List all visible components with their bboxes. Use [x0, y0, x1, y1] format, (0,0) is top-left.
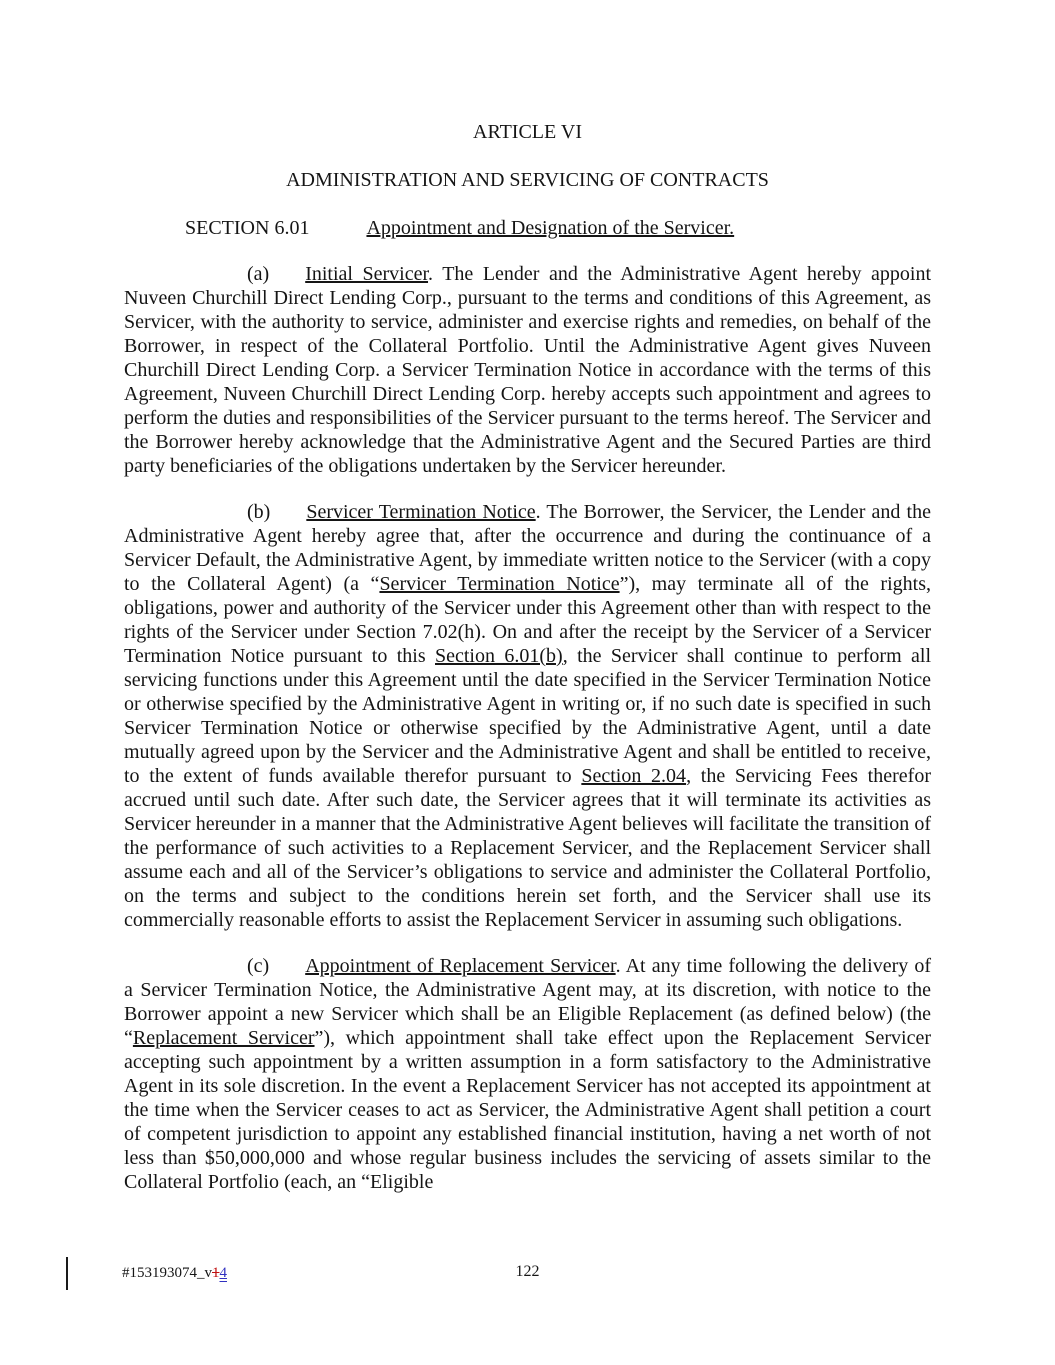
- document-body: [124, 120, 931, 1194]
- article-heading: ARTICLE VI: [473, 121, 582, 143]
- paragraph-text: , the Servicing Fees therefor accrued until such date. After such date, the Servicer agrees that it will terminate its activities as Servicer hereunder in a manner that the Administrative Agent believes will facilitate the transition of the performance of such activities to a Replacement Servicer, and the Replacement Servicer shall assume each and all of the Servicer’s obligations to service and administer the Collateral Portfolio, on the terms and subject to the conditions herein set forth, and the Servicer shall use its commercially reasonable efforts to assist the Replacement Servicer in assuming such obligations.: [124, 765, 931, 931]
- page-number: 122: [515, 1263, 540, 1280]
- defined-term: Servicer Termination Notice: [379, 573, 620, 595]
- paragraph-text: . The Lender and the Administrative Agent hereby appoint Nuveen Churchill Direct Lending Corp., pursuant to the terms and conditions of this Agreement, as Servicer, with the authority to service, administer and exercise rights and remedies, on behalf of the Borrower, in respect of the Collateral Portfolio. Until the Administrative Agent gives Nuveen Churchill Direct Lending Corp. a Servicer Termination Notice in accordance with the terms of this Agreement, Nuveen Churchill Direct Lending Corp. hereby accepts such appointment and agrees to perform the duties and responsibilities of the Servicer pursuant to the terms hereof. The Servicer and the Borrower hereby acknowledge that the Administrative Agent and the Secured Parties are third party beneficiaries of the obligations undertaken by the Servicer hereunder.: [124, 263, 931, 477]
- paragraph-label: (a): [247, 263, 270, 285]
- section-label: SECTION 6.01: [185, 217, 310, 239]
- section-heading: [124, 216, 931, 240]
- defined-term-heading: Servicer Termination Notice: [306, 501, 536, 523]
- paragraph-label: (c): [247, 955, 270, 977]
- deleted-version-text: 1: [212, 1265, 220, 1281]
- paragraph-b: [124, 500, 931, 932]
- section-cross-reference: Section 2.04: [581, 765, 687, 787]
- defined-term-heading: Appointment of Replacement Servicer: [305, 955, 616, 977]
- paragraph-text: . At any time following the delivery of a Servicer Termination Notice, the Administrative Agent may, at its discretion, with notice to the Borrower appoint a new Servicer which shall be an Eligible Replacement (as defined below) (the “: [124, 955, 931, 1049]
- defined-term-heading: Initial Servicer: [305, 263, 429, 285]
- paragraph-c: [124, 954, 931, 1194]
- inserted-version-text: 4: [219, 1265, 227, 1281]
- article-title: ADMINISTRATION AND SERVICING OF CONTRACTS: [286, 169, 769, 191]
- paragraph-text: . The Borrower, the Servicer, the Lender and the Administrative Agent hereby agree that, after the occurrence and during the continuance of a Servicer Default, the Administrative Agent, by immediate written notice to the Servicer (with a copy to the Collateral Agent) (a “: [124, 501, 931, 595]
- paragraph-text: ”), which appointment shall take effect upon the Replacement Servicer accepting such appointment by a written assumption in a form satisfactory to the Administrative Agent in its sole discretion. In the event a Replacement Servicer has not accepted its appointment at the time when the Servicer ceases to act as Servicer, the Administrative Agent shall petition a court of competent jurisdiction to appoint any established financial institution, having a net worth of not less than $50,000,000 and whose regular business includes the servicing of assets similar to the Collateral Portfolio (each, an “Eligible: [124, 1027, 931, 1193]
- paragraph-text: ”), may terminate all of the rights, obligations, power and authority of the Servicer under this Agreement other than with respect to the rights of the Servicer under Section 7.02(h). On and after the receipt by the Servicer of a Servicer Termination Notice pursuant to this: [124, 573, 931, 667]
- document-id-prefix: #153193074_v: [122, 1265, 212, 1281]
- section-title: Appointment and Designation of the Servicer.: [366, 217, 735, 239]
- section-cross-reference: Section 6.01(b): [435, 645, 563, 667]
- paragraph-text: , the Servicer shall continue to perform all servicing functions under this Agreement until the date specified in the Servicer Termination Notice or otherwise specified by the Administrative Agent in writing or, if no such date is specified in such Servicer Termination Notice or otherwise specified by the Administrative Agent, until a date mutually agreed upon by the Servicer and the Administrative Agent and shall be entitled to receive, to the extent of funds available therefor pursuant to: [124, 645, 932, 787]
- paragraph-label: (b): [247, 501, 271, 523]
- defined-term: Replacement Servicer: [132, 1027, 315, 1049]
- paragraph-a: [124, 262, 931, 478]
